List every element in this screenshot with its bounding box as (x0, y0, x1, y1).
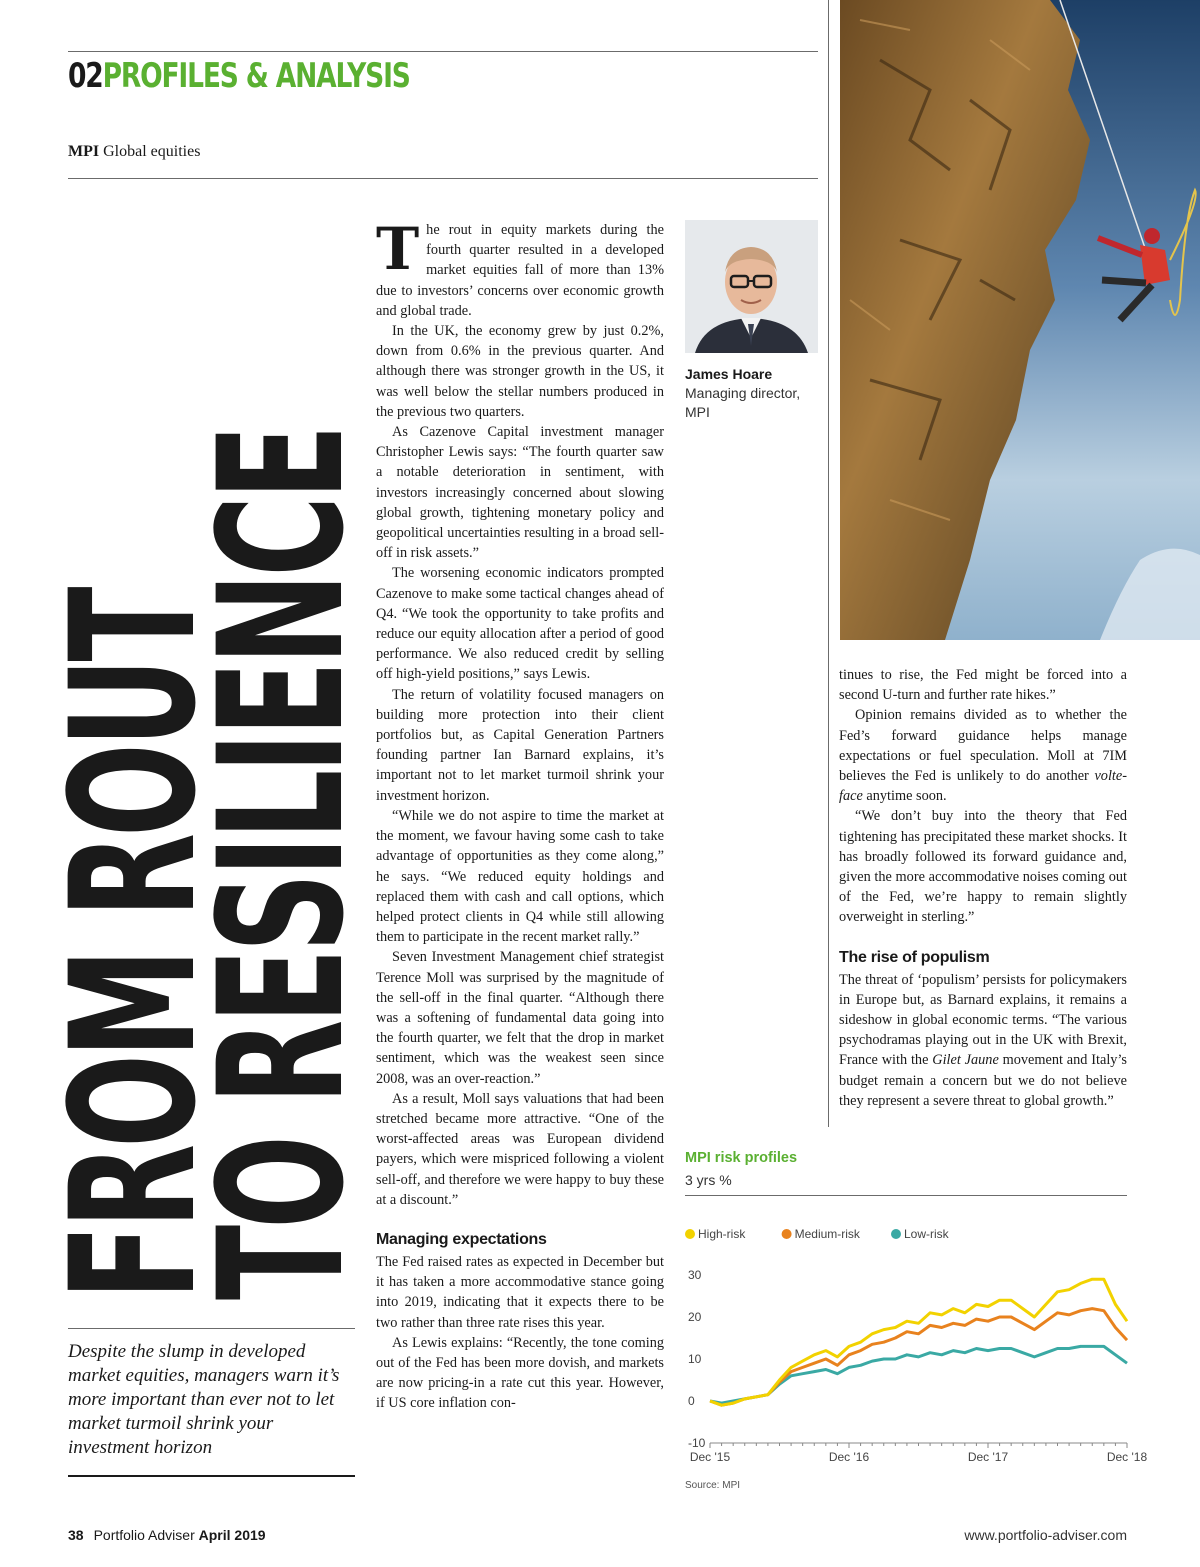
col2-paragraph-1: tinues to rise, the Fed might be forced into a second U-turn and further rate hikes.” (839, 667, 1127, 704)
profile-name: James Hoare (685, 366, 773, 382)
y-tick-label-2: 10 (688, 1352, 702, 1366)
dropcap: T (376, 215, 420, 283)
legend-label-2: Low-risk (904, 1227, 949, 1241)
col2-paragraph-4-b: movement and Italy’s budget remain a concern but we do not believe they represent a severe threat to global growth.” (839, 1052, 1127, 1109)
col2-paragraph-4-italic: Gilet Jaune (932, 1052, 999, 1069)
page-number: 38 (68, 1527, 84, 1543)
paragraph-3: As Cazenove Capital investment manager Christopher Lewis says: “The fourth quarter saw a notable deterioration in sentiment, with investors increasingly concerned about slowing global growth, tightening monetary policy and geopolitical uncertainties resulting in a broad sell-off in risk assets.” (376, 424, 664, 562)
column-divider (828, 0, 829, 1127)
kicker-rule (68, 178, 818, 179)
magazine-name: Portfolio Adviser (93, 1527, 195, 1543)
paragraph-1-text: he rout in equity markets during the fourth quarter resulted in a developed market equities fall of more than 13% due to investors’ concerns over economic growth and global trade. (376, 222, 664, 319)
section-title: PROFILES & ANALYSIS (102, 56, 410, 96)
climber-photo (840, 0, 1200, 640)
chart-rule (685, 1195, 1127, 1196)
paragraph-5: The return of volatility focused managers on building more protection into their client portfolios but, as Capital Generation Partners founding partner Ian Barnard explains, it’s important not to let market turmoil shrink your investment horizon. (376, 686, 664, 804)
issue-date: April 2019 (198, 1527, 266, 1543)
col2-paragraph-3: “We don’t buy into the theory that Fed tightening has precipitated these market shocks. It has broadly followed its forward guidance and, given the more accommodative noises coming out of the Fed, we’re happy to remain slightly overweight in sterling.” (839, 808, 1127, 926)
col2-paragraph-2 (839, 705, 1127, 806)
headline-line-2: TO RESILIENCE (181, 428, 382, 1300)
legend-label-0: High-risk (698, 1227, 746, 1241)
chart-title: MPI risk profiles (685, 1150, 798, 1166)
portrait (685, 220, 818, 353)
kicker (68, 143, 200, 161)
section-header (68, 56, 410, 96)
standfirst: Despite the slump in developed market equities, managers warn it’s more important than ever not to let market turmoil shrink your investment horizon (68, 1341, 340, 1458)
article-column-2 (839, 665, 1127, 1111)
series-line-low-risk (710, 1346, 1127, 1403)
headline-line-1: FROM ROUT (33, 590, 234, 1300)
portrait-illustration (685, 220, 818, 353)
legend-label-1: Medium-risk (794, 1227, 860, 1241)
paragraph-9: The Fed raised rates as expected in December but it has taken a more accommodative stance going into 2019, indicating that it expects there to be two rather than three rate rises this year. (376, 1253, 664, 1331)
paragraph-6: “While we do not aspire to time the market at the moment, we favour having some cash to take advantage of opportunities as they come along,” he says. “We reduced equity holdings and replaced them with cash and call options, which helped protect clients in Q4 while still allowing them to participate in the recent market rally.” (376, 807, 664, 946)
x-tick-label-1: Dec '16 (828, 1450, 870, 1464)
legend-dot-0 (685, 1229, 695, 1239)
x-tick-label-2: Dec '17 (967, 1450, 1009, 1464)
col2-paragraph-4 (839, 970, 1127, 1111)
series-line-high-risk (710, 1279, 1127, 1405)
profile-role: Managing director, MPI (685, 385, 801, 420)
standfirst-rule-bottom (68, 1475, 355, 1477)
y-tick-label-0: 30 (688, 1268, 702, 1282)
paragraph-4: The worsening economic indicators prompted Cazenove to make some tactical changes ahead of Q4. “We took the opportunity to take profits and reduce our equity allocation after a period of good performance. We also reduced credit by selling off high-yield positions,” says Lewis. (376, 565, 664, 683)
chart-subtitle: 3 yrs % (685, 1172, 732, 1188)
legend-dot-2 (891, 1229, 901, 1239)
article-column-1 (376, 215, 664, 1414)
footer-url: www.portfolio-adviser.com (964, 1527, 1127, 1543)
x-tick-label-0: Dec '15 (689, 1450, 731, 1464)
climber-illustration (840, 0, 1200, 640)
col2-paragraph-2-a: Opinion remains divided as to whether the Fed’s forward guidance helps manage expectations or fuel speculation. Moll at 7IM believes the Fed is unlikely to do another (839, 707, 1127, 785)
kicker-topic: Global equities (99, 143, 201, 160)
kicker-brand: MPI (68, 143, 100, 160)
legend-dot-1 (782, 1229, 792, 1239)
y-tick-label-3: 0 (688, 1394, 695, 1408)
headline (33, 180, 382, 1300)
paragraph-1 (376, 215, 664, 321)
footer-page (68, 1527, 266, 1543)
standfirst-rule-top (68, 1328, 355, 1329)
x-tick-label-3: Dec '18 (1106, 1450, 1148, 1464)
paragraph-8: As a result, Moll says valuations that had been stretched became more attractive. “One of the worst-affected areas was European dividend payers, which were mispriced following a violent sell-off, and therefore we were happy to buy these at a discount.” (376, 1090, 664, 1208)
y-tick-label-1: 20 (688, 1310, 702, 1324)
chart-source: Source: MPI (685, 1480, 741, 1491)
subhead-managing-expectations: Managing expectations (376, 1230, 547, 1248)
subhead-rise-of-populism: The rise of populism (839, 948, 990, 966)
col2-paragraph-2-b: anytime soon. (862, 788, 947, 805)
risk-profile-chart (680, 1220, 1148, 1475)
paragraph-7: Seven Investment Management chief strategist Terence Moll was surprised by the magnitude of the sell-off in the final quarter. “Although there was a softening of fundamental data going into the fourth quarter, we felt that the drop in market sentiment, which was the weakest seen since 2008, was an over-reaction.” (376, 949, 664, 1087)
section-number: 02 (68, 56, 103, 96)
paragraph-10: As Lewis explains: “Recently, the tone coming out of the Fed has been more dovish, and markets are now pricing-in a rate cut this year. However, if US core inflation con- (376, 1334, 664, 1412)
header-rule (68, 51, 818, 52)
paragraph-2: In the UK, the economy grew by just 0.2%, down from 0.6% in the previous quarter. And although there was stronger growth in the US, it was well below the stellar numbers produced in the previous two quarters. (376, 323, 664, 420)
col2-paragraph-2-italic: volte-face (839, 768, 1127, 805)
y-tick-label-4: -10 (688, 1436, 706, 1450)
col2-paragraph-4-a: The threat of ‘populism’ persists for policymakers in Europe but, as Barnard explains, it remains a sideshow in global economic terms. “The various psychodramas playing out in the UK with Brexit, France with the (839, 971, 1127, 1069)
